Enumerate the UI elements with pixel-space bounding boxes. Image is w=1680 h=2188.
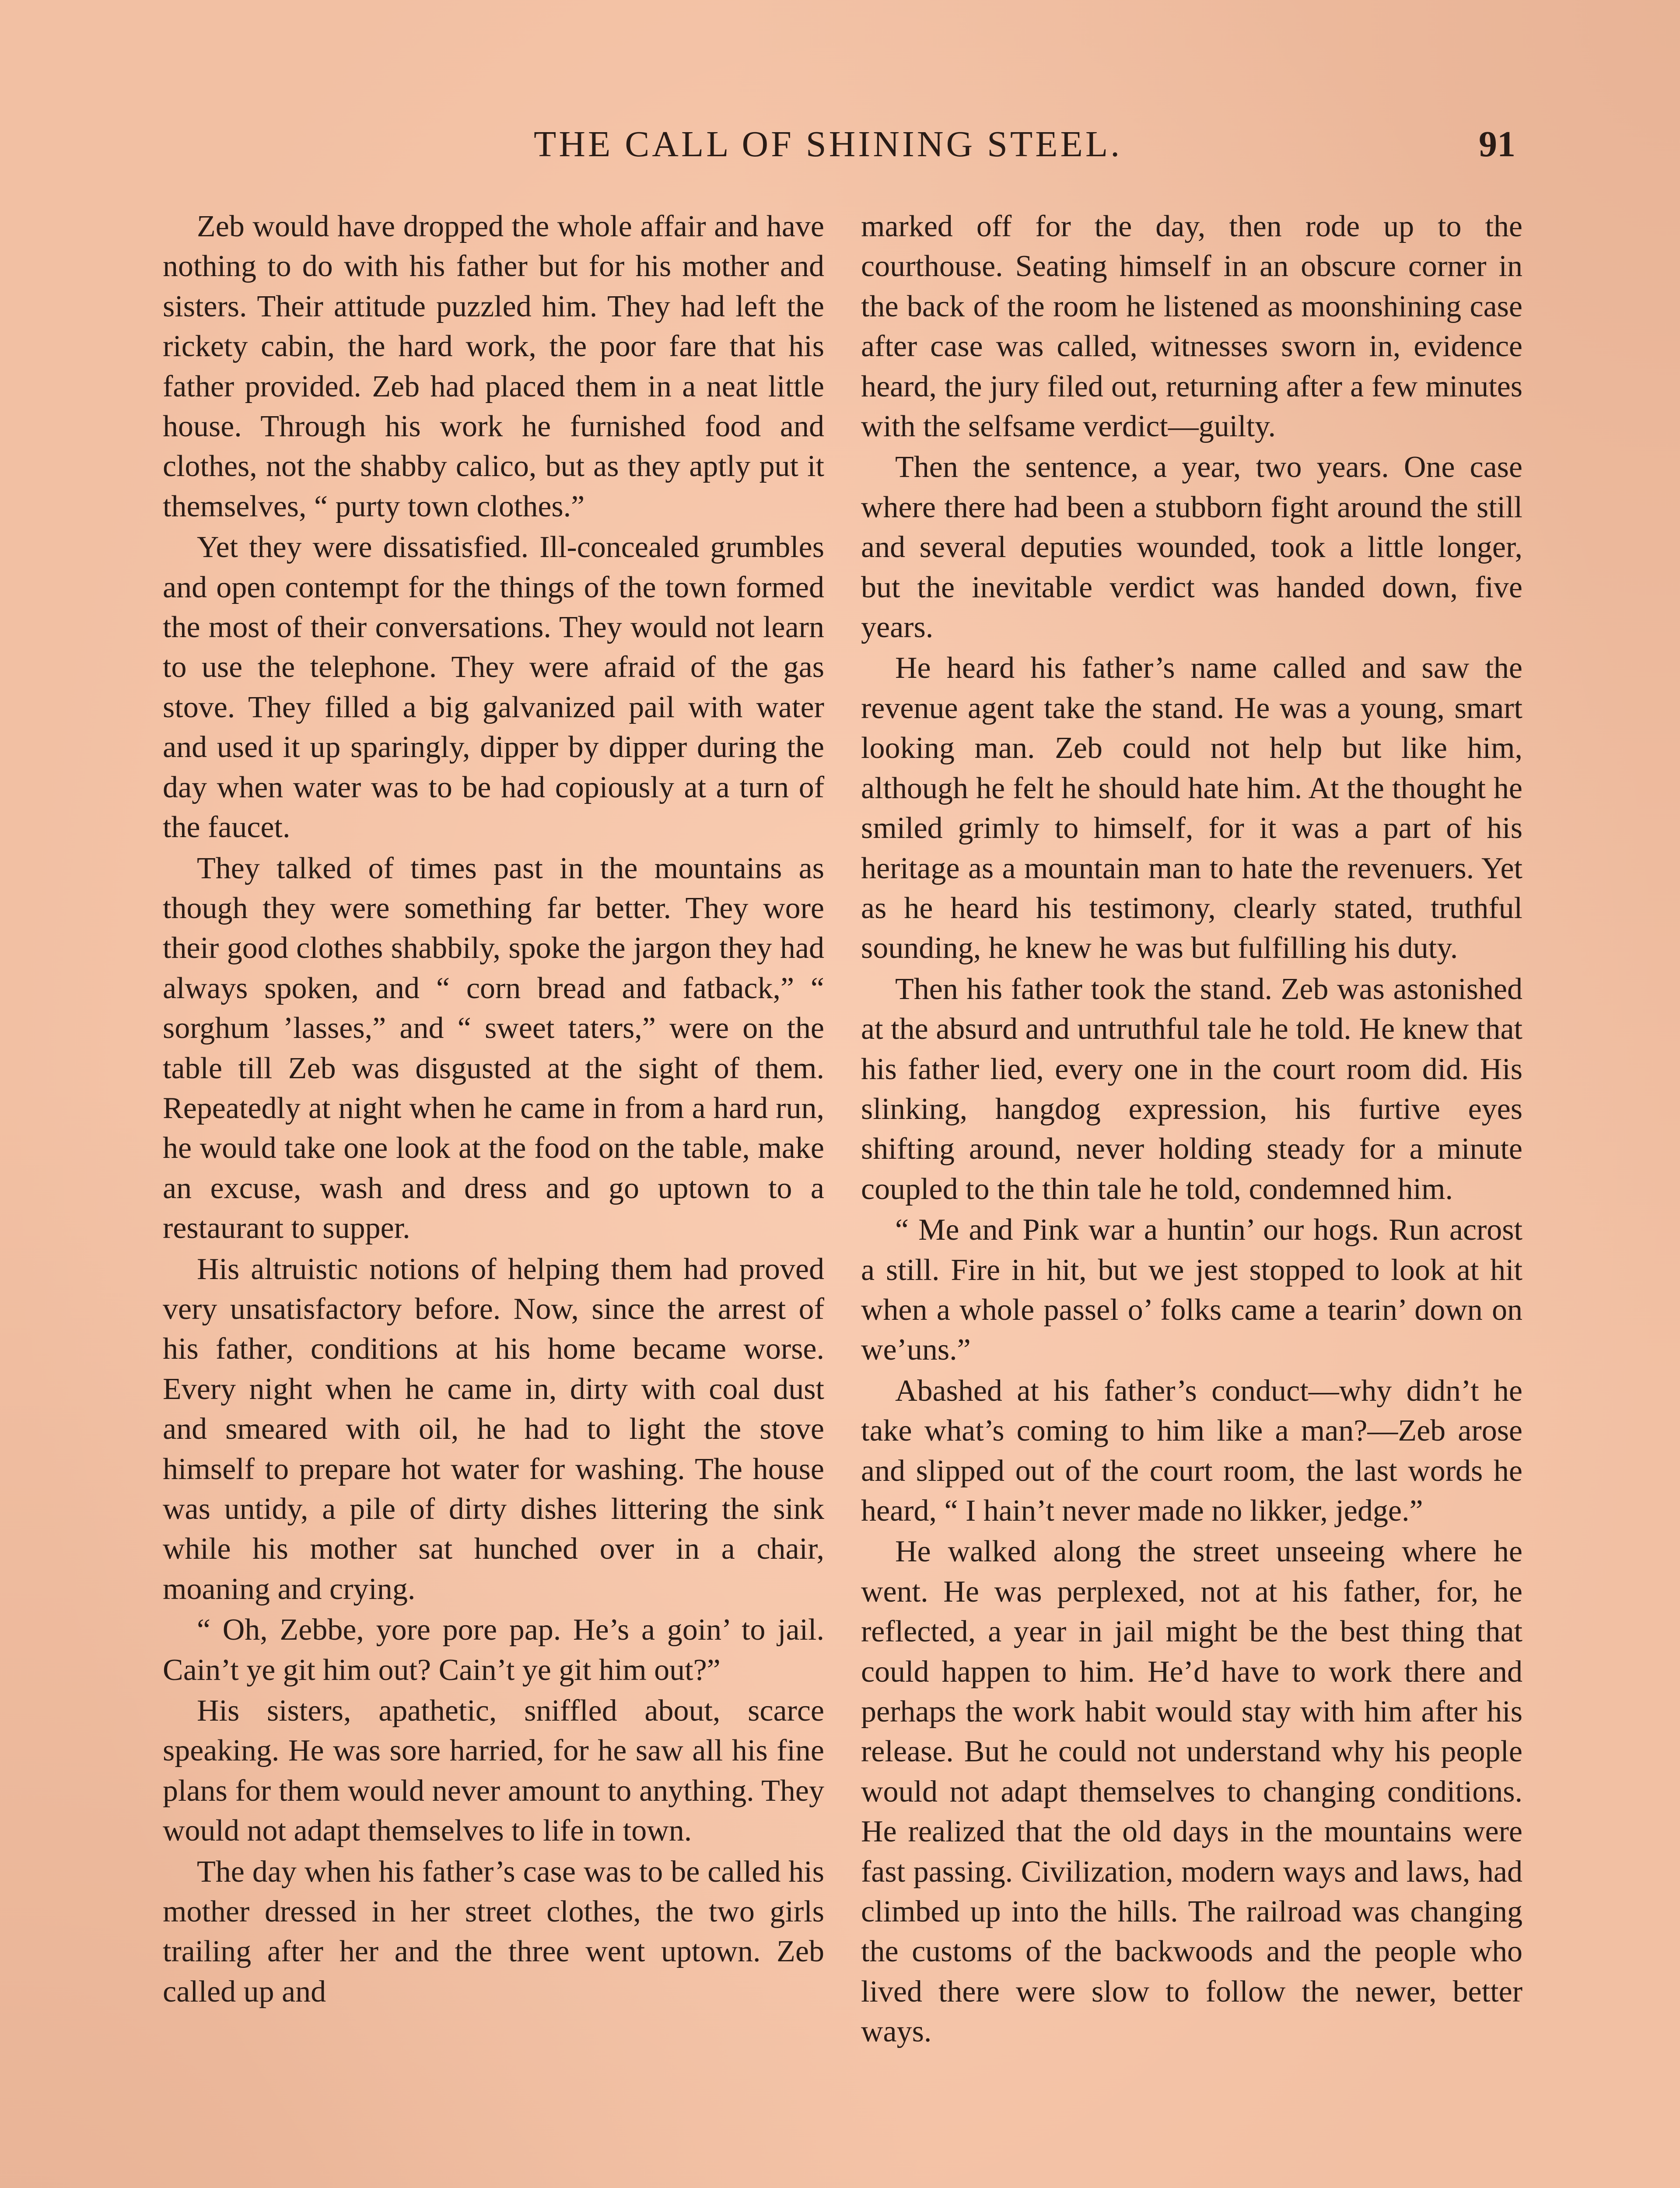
paragraph: The day when his father’s case was to be called his mother dressed in her street clothes, the two girls trailing after her and the three went uptown. Zeb called up and: [163, 1855, 824, 2009]
paragraph: He heard his father’s name called and saw the revenue agent take the stand. He was a young, smart looking man. Zeb could not help but like him, although he felt he should hate him. At the thought he smiled grimly to himself, for it was a part of his heritage as a mountain man to hate the revenuers. Yet as he heard his testimony, clearly stated, truthful sounding, he knew he was but fulfilling his duty.: [861, 651, 1522, 965]
running-title: THE CALL OF SHINING STEEL.: [534, 124, 1123, 165]
paragraph: His sisters, apathetic, sniffled about, scarce speaking. He was sore harried, for he saw all his fine plans for them would never amount to anything. They would not adapt themselves to life in town.: [163, 1694, 824, 1848]
paragraph: Zeb would have dropped the whole affair and have nothing to do with his father but for his mother and sisters. Their attitude puzzled him. They had left the rickety cabin, the hard work, the poor fare that his father provided. Zeb had placed them in a neat little house. Through his work he furnished food and clothes, not the shabby calico, but as they aptly put it themselves, “ purty town clothes.”: [163, 210, 824, 523]
paragraph: “ Me and Pink war a huntin’ our hogs. Run acrost a still. Fire in hit, but we jest stopped to look at hit when a whole passel o’ folks came a tearin’ down on we’uns.”: [861, 1213, 1522, 1367]
paragraph: Then his father took the stand. Zeb was astonished at the absurd and untruthful tale he told. He knew that his father lied, every one in the court room did. His slinking, hangdog expression, his furtive eyes shifting around, never holding steady for a minute coupled to the thin tale he told, condemned him.: [861, 972, 1522, 1206]
paragraph: His altruistic notions of helping them had proved very unsatisfactory before. Now, since the arrest of his father, conditions at his home became worse. Every night when he came in, dirty with coal dust and smeared with oil, he had to light the stove himself to prepare hot water for washing. The house was untidy, a pile of dirty dishes littering the sink while his mother sat hunched over in a chair, moaning and crying.: [163, 1252, 824, 1606]
paragraph: Yet they were dissatisfied. Ill-concealed grumbles and open contempt for the things of the town formed the most of their conversations. They would not learn to use the telephone. They were afraid of the gas stove. They filled a big galvanized pail with water and used it up sparingly, dipper by dipper during the day when water was to be had copiously at a turn of the faucet.: [163, 530, 824, 845]
paragraph: They talked of times past in the mountains as though they were something far better. They wore their good clothes shabbily, spoke the jargon they had always spoken, and “ corn bread and fatback,” “ sorghum ’lasses,” and “ sweet taters,” were on the table till Zeb was disgusted at the sight of them. Repeatedly at night when he came in from a hard run, he would take one look at the food on the table, make an excuse, wash and dress and go uptown to a restaurant to supper.: [163, 851, 824, 1245]
paragraph: “ Oh, Zebbe, yore pore pap. He’s a goin’ to jail. Cain’t ye git him out? Cain’t ye git him out?”: [163, 1613, 824, 1687]
page-number: 91: [1479, 124, 1516, 165]
left-column: [163, 207, 824, 2012]
right-column: [861, 207, 1522, 2052]
paragraph-continued: marked off for the day, then rode up to the courthouse. Seating himself in an obscure corner in the back of the room he listened as moonshining case after case was called, witnesses sworn in, evidence heard, the jury filed out, returning after a few minutes with the selfsame verdict—guilty.: [861, 210, 1522, 444]
paragraph: He walked along the street unseeing where he went. He was perplexed, not at his father, for, he reflected, a year in jail might be the best thing that could happen to him. He’d have to work there and perhaps the work habit would stay with him after his release. But he could not understand why his people would not adapt themselves to changing conditions. He realized that the old days in the mountains were fast passing. Civilization, modern ways and laws, had climbed up into the hills. The railroad was changing the customs of the backwoods and the people who lived there were slow to follow the newer, better ways.: [861, 1535, 1522, 2049]
paragraph: Then the sentence, a year, two years. One case where there had been a stubborn fight around the still and several deputies wounded, took a little longer, but the inevitable verdict was handed down, five years.: [861, 450, 1522, 645]
paragraph: Abashed at his father’s conduct—why didn’t he take what’s coming to him like a man?—Zeb arose and slipped out of the court room, the last words he heard, “ I hain’t never made no likker, jedge.”: [861, 1374, 1522, 1528]
